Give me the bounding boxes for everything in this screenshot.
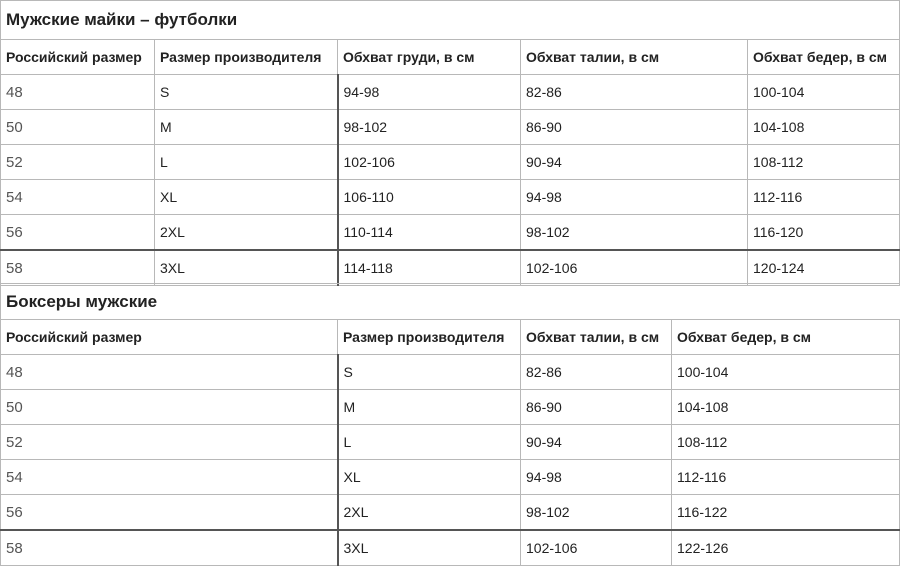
hips-cell: 120-124 (748, 250, 900, 286)
russian-size-cell: 50 (1, 110, 155, 145)
hips-cell: 112-116 (672, 460, 900, 495)
waist-cell: 86-90 (521, 110, 748, 145)
manufacturer-size-cell: 2XL (338, 495, 521, 531)
waist-cell: 90-94 (521, 425, 672, 460)
manufacturer-size-cell: M (338, 390, 521, 425)
hips-cell: 122-126 (672, 530, 900, 566)
hips-cell: 100-104 (748, 75, 900, 110)
hips-cell: 116-122 (672, 495, 900, 531)
header-waist: Обхват талии, в см (521, 40, 748, 75)
chest-cell: 94-98 (338, 75, 521, 110)
boxers-table-title: Боксеры мужские (1, 284, 900, 320)
table-row (1, 390, 900, 425)
header-manufacturer-size: Размер производителя (338, 320, 521, 355)
waist-cell: 86-90 (521, 390, 672, 425)
chest-cell: 102-106 (338, 145, 521, 180)
waist-cell: 94-98 (521, 180, 748, 215)
table-row (1, 75, 900, 110)
chest-cell: 114-118 (338, 250, 521, 286)
table-row (1, 145, 900, 180)
waist-cell: 102-106 (521, 530, 672, 566)
table-row (1, 110, 900, 145)
boxers-size-table (0, 283, 900, 566)
russian-size-cell: 52 (1, 425, 338, 460)
chest-cell: 98-102 (338, 110, 521, 145)
hips-cell: 116-120 (748, 215, 900, 251)
manufacturer-size-cell: 2XL (155, 215, 338, 251)
hips-cell: 100-104 (672, 355, 900, 390)
hips-cell: 108-112 (748, 145, 900, 180)
waist-cell: 102-106 (521, 250, 748, 286)
russian-size-cell: 58 (1, 530, 338, 566)
header-hips: Обхват бедер, в см (748, 40, 900, 75)
table-row (1, 460, 900, 495)
manufacturer-size-cell: S (155, 75, 338, 110)
table-header-row (1, 320, 900, 355)
table-row (1, 250, 900, 286)
header-chest: Обхват груди, в см (338, 40, 521, 75)
russian-size-cell: 58 (1, 250, 155, 286)
table-row (1, 530, 900, 566)
russian-size-cell: 50 (1, 390, 338, 425)
header-russian-size: Российский размер (1, 40, 155, 75)
manufacturer-size-cell: XL (155, 180, 338, 215)
waist-cell: 82-86 (521, 75, 748, 110)
chest-cell: 106-110 (338, 180, 521, 215)
waist-cell: 98-102 (521, 495, 672, 531)
table-header-row (1, 40, 900, 75)
hips-cell: 104-108 (672, 390, 900, 425)
waist-cell: 90-94 (521, 145, 748, 180)
manufacturer-size-cell: S (338, 355, 521, 390)
russian-size-cell: 48 (1, 355, 338, 390)
waist-cell: 98-102 (521, 215, 748, 251)
waist-cell: 94-98 (521, 460, 672, 495)
manufacturer-size-cell: M (155, 110, 338, 145)
russian-size-cell: 56 (1, 215, 155, 251)
shirts-table-title: Мужские майки – футболки (1, 1, 900, 40)
russian-size-cell: 52 (1, 145, 155, 180)
hips-cell: 104-108 (748, 110, 900, 145)
table-row (1, 425, 900, 460)
russian-size-cell: 48 (1, 75, 155, 110)
chest-cell: 110-114 (338, 215, 521, 251)
manufacturer-size-cell: L (338, 425, 521, 460)
table-row (1, 215, 900, 251)
manufacturer-size-cell: 3XL (155, 250, 338, 286)
manufacturer-size-cell: L (155, 145, 338, 180)
header-russian-size: Российский размер (1, 320, 338, 355)
waist-cell: 82-86 (521, 355, 672, 390)
header-manufacturer-size: Размер производителя (155, 40, 338, 75)
table-row (1, 355, 900, 390)
russian-size-cell: 54 (1, 460, 338, 495)
manufacturer-size-cell: 3XL (338, 530, 521, 566)
hips-cell: 108-112 (672, 425, 900, 460)
table-row (1, 180, 900, 215)
hips-cell: 112-116 (748, 180, 900, 215)
header-hips: Обхват бедер, в см (672, 320, 900, 355)
russian-size-cell: 56 (1, 495, 338, 531)
russian-size-cell: 54 (1, 180, 155, 215)
header-waist: Обхват талии, в см (521, 320, 672, 355)
table-row (1, 495, 900, 531)
manufacturer-size-cell: XL (338, 460, 521, 495)
